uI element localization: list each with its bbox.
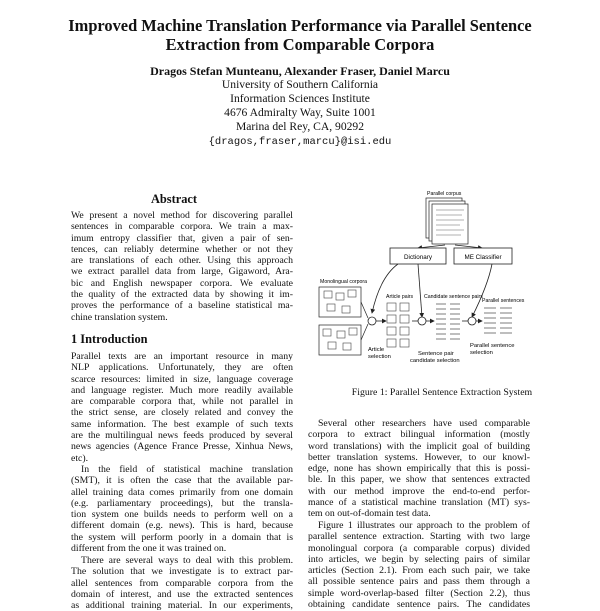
text-line: same information. The best example of such texts <box>71 418 293 430</box>
text-line: the strict sense, are closely related and convey the <box>71 407 293 419</box>
text-line: chine translation system. <box>71 311 168 323</box>
sentence-pair-label-2: candidate selection <box>410 358 460 364</box>
parallel-sentences-list <box>484 308 512 333</box>
text-line: different from the one it was trained on. <box>71 543 227 555</box>
text-line: are translations of each other. Using this approach <box>71 255 293 267</box>
text-line: tem on out-of-domain test data. <box>308 508 431 520</box>
text-line: ble. In this paper, we show that sentences extracted <box>308 474 530 486</box>
text-line: NLP applications. Unfortunately, they are often <box>71 362 293 374</box>
affiliation-university: University of Southern California <box>221 78 379 91</box>
candidate-sentence-pairs-list <box>436 304 460 339</box>
right-paragraph-2 <box>308 520 530 610</box>
text-line: parallel sentence extraction. Starting with two large <box>308 531 530 543</box>
introduction-heading: 1 Introduction <box>71 332 148 346</box>
monolingual-corpora-label: Monolingual corpora <box>320 279 368 285</box>
parallel-sentence-selection-label-2: selection <box>470 350 493 356</box>
intro-paragraph-1 <box>71 351 293 464</box>
text-line: (SMT), it is often the case that the available par- <box>71 475 293 487</box>
monolingual-corpus-2 <box>319 325 361 355</box>
text-line: all possible sentence pairs and pass them through a <box>308 576 530 588</box>
text-line: monolingual corpora (a comparable corpus) divided <box>308 542 530 554</box>
parallel-sentence-selection-node <box>468 317 476 325</box>
sentence-pair-selection-node <box>418 317 426 325</box>
affiliation-institute: Information Sciences Institute <box>230 92 370 105</box>
text-line: bic and English newspaper corpora. We evaluate <box>71 277 293 289</box>
parallel-corpus-label: Parallel corpus <box>427 191 462 197</box>
text-line: The solution that we investigate is to extract par- <box>71 566 293 578</box>
intro-paragraph-2 <box>71 464 293 554</box>
text-line: articles (Section 2.1). From each such pair, we take <box>308 565 530 577</box>
text-line: news agencies (Agence France Presse, Xinhua News, <box>71 441 293 453</box>
me-classifier-label: ME Classifier <box>464 254 502 261</box>
figure-1-diagram <box>310 185 578 375</box>
text-line: and language register. Much more readily available <box>71 384 293 396</box>
figure-1-caption: Figure 1: Parallel Sentence Extraction System <box>351 387 533 398</box>
text-line: domain of interest, and use the extracted sentences <box>71 588 293 600</box>
text-line: into articles, we begin by selecting pairs of similar <box>308 553 530 565</box>
text-line: mance of a statistical machine translation (MT) sys- <box>308 497 530 509</box>
text-line: Several other researchers have used comparable <box>318 418 530 429</box>
text-line: (e.g. parliamentary proceedings), but the transla- <box>71 497 293 509</box>
text-line: better translation systems. However, to our knowl- <box>308 451 530 463</box>
sentence-pair-label-1: Sentence pair <box>418 351 454 357</box>
abstract-heading: Abstract <box>150 192 198 206</box>
paper-title-line-1: Improved Machine Translation Performance via Parallel Sentence <box>68 16 532 35</box>
text-line: imum entropy classifier that, given a pair of sen- <box>71 232 293 244</box>
text-line: allel training data comes primarily from one domain <box>71 486 293 498</box>
text-line: In the field of statistical machine translation <box>81 464 293 475</box>
text-line: scarce resources: limited in size, language coverage <box>71 373 293 385</box>
text-line: etc). <box>71 452 89 464</box>
text-line: the system will perform poorly in a domain that is <box>71 531 293 543</box>
text-line: There are several ways to deal with this problem. <box>81 555 293 566</box>
text-line: different domain (e.g. news). This is hard, because <box>71 520 293 532</box>
candidate-sentence-pairs-label: Candidate sentence pairs <box>424 294 483 300</box>
text-line: as additional training material. In our experiments, <box>71 600 293 611</box>
text-line: tences, can reliably determine whether or not they <box>71 243 293 255</box>
article-pairs-label: Article pairs <box>386 294 414 300</box>
affiliation-city: Marina del Rey, CA, 90292 <box>235 120 365 133</box>
text-line: obtaining candidate sentence pairs. The candidates <box>308 599 530 611</box>
parallel-sentences-label: Parallel sentences <box>482 298 525 304</box>
paper-title-line-2: Extraction from Comparable Corpora <box>165 35 435 54</box>
text-line: tion system one builds needs to perform well on a <box>71 509 293 521</box>
text-line: Parallel texts are an important resource in many <box>71 351 293 362</box>
affiliation-street: 4676 Admiralty Way, Suite 1001 <box>224 106 376 119</box>
article-selection-node <box>368 317 376 325</box>
text-line: Figure 1 illustrates our approach to the problem of <box>318 520 530 531</box>
text-line: sentences in comparable corpora. We train a max- <box>71 221 293 233</box>
text-line: We present a novel method for discovering parallel <box>71 210 293 221</box>
text-line: the quality of the extracted data by showing it im- <box>71 289 293 301</box>
article-pairs-list <box>387 303 409 347</box>
monolingual-corpus-1 <box>319 287 361 317</box>
right-paragraph-1 <box>308 418 530 520</box>
text-line: edge, none has shown empirically that this is possi- <box>308 463 530 475</box>
text-line: with our method improve the end-to-end perfor- <box>308 485 530 497</box>
author-email: {dragos,fraser,marcu}@isi.edu <box>208 136 392 148</box>
text-line: allel sentences from comparable corpora from the <box>71 577 293 589</box>
text-line: are comparable corpora that, while not parallel in <box>71 396 293 408</box>
text-line: are the multilingual news feeds produced by several <box>71 430 293 442</box>
parallel-corpus-stack <box>426 198 468 244</box>
text-line: simple word-overlap-based filter (Section 2.2), thus <box>308 587 530 599</box>
abstract-body <box>71 210 293 323</box>
text-line: corpora to extract bilingual information (mostly <box>308 429 530 441</box>
text-line: we extract parallel data from large, Gigaword, Ara- <box>71 266 293 278</box>
authors: Dragos Stefan Munteanu, Alexander Fraser, Daniel Marcu <box>150 64 450 78</box>
dictionary-label: Dictionary <box>404 254 432 261</box>
intro-paragraph-3 <box>71 555 293 611</box>
text-line: word translations) with the implicit goal of building <box>308 440 530 452</box>
article-selection-label-2: selection <box>368 354 391 360</box>
parallel-sentence-selection-label-1: Parallel sentence <box>470 343 515 349</box>
article-selection-label-1: Article <box>368 347 385 353</box>
text-line: proves the performance of a baseline statistical ma- <box>71 300 293 312</box>
